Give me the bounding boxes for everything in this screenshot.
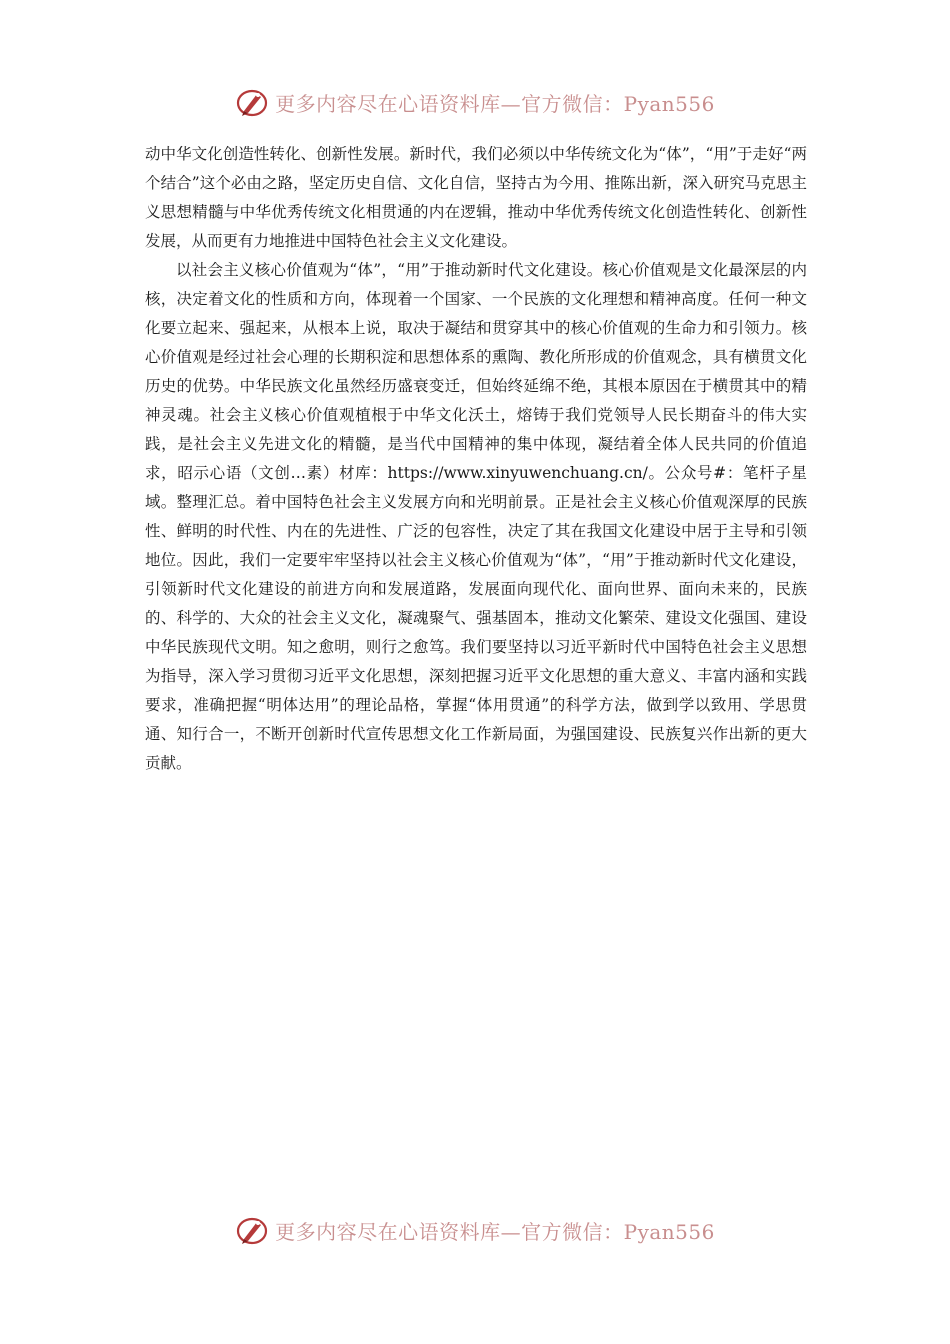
header-banner (0, 82, 950, 122)
document-body (145, 140, 807, 778)
pen-logo-icon (235, 1213, 269, 1247)
paragraph-core-values: 以社会主义核心价值观为“体”，“用”于推动新时代文化建设。核心价值观是文化最深层的内核，决定着文化的性质和方向，体现着一个国家、一个民族的文化理想和精神高度。任何一种文化要立起来、强起来，从根本上说，取决于凝结和贯穿其中的核心价值观的生命力和引领力。核心价值观是经过社会心理的长期积淀和思想体系的熏陶、教化所形成的价值观念，具有横贯文化历史的优势。中华民族文化虽然经历盛衰变迁，但始终延绵不绝，其根本原因在于横贯其中的精神灵魂。社会主义核心价值观植根于中华文化沃土，熔铸于我们党领导人民长期奋斗的伟大实践，是社会主义先进文化的精髓，是当代中国精神的集中体现，凝结着全体人民共同的价值追求，昭示心语（文创…素）材库：https://www.xinyuwenchuang.cn/。公众号#：笔杆子星域。整理汇总。着中国特色社会主义发展方向和光明前景。正是社会主义核心价值观深厚的民族性、鲜明的时代性、内在的先进性、广泛的包容性，决定了其在我国文化建设中居于主导和引领地位。因此，我们一定要牢牢坚持以社会主义核心价值观为“体”，“用”于推动新时代文化建设，引领新时代文化建设的前进方向和发展道路，发展面向现代化、面向世界、面向未来的，民族的、科学的、大众的社会主义文化，凝魂聚气、强基固本，推动文化繁荣、建设文化强国、建设中华民族现代文明。知之愈明，则行之愈笃。我们要坚持以习近平新时代中国特色社会主义思想为指导，深入学习贯彻习近平文化思想，深刻把握习近平文化思想的重大意义、丰富内涵和实践要求，准确把握“明体达用”的理论品格，掌握“体用贯通”的科学方法，做到学以致用、学思贯通、知行合一，不断开创新时代宣传思想文化工作新局面，为强国建设、民族复兴作出新的更大贡献。 (145, 261, 807, 772)
footer-banner-inner (235, 1213, 715, 1247)
footer-banner (0, 1210, 950, 1250)
footer-banner-text: 更多内容尽在心语资料库—官方微信：Pyan556 (275, 1219, 715, 1244)
pen-logo-icon (235, 85, 269, 119)
header-banner-text: 更多内容尽在心语资料库—官方微信：Pyan556 (275, 91, 715, 116)
header-banner-inner (235, 85, 715, 119)
paragraph-continuation: 动中华文化创造性转化、创新性发展。新时代，我们必须以中华传统文化为“体”，“用”于走好“两个结合”这个必由之路，坚定历史自信、文化自信，坚持古为今用、推陈出新，深入研究马克思主义思想精髓与中华优秀传统文化相贯通的内在逻辑，推动中华优秀传统文化创造性转化、创新性发展，从而更有力地推进中国特色社会主义文化建设。 (145, 145, 807, 250)
